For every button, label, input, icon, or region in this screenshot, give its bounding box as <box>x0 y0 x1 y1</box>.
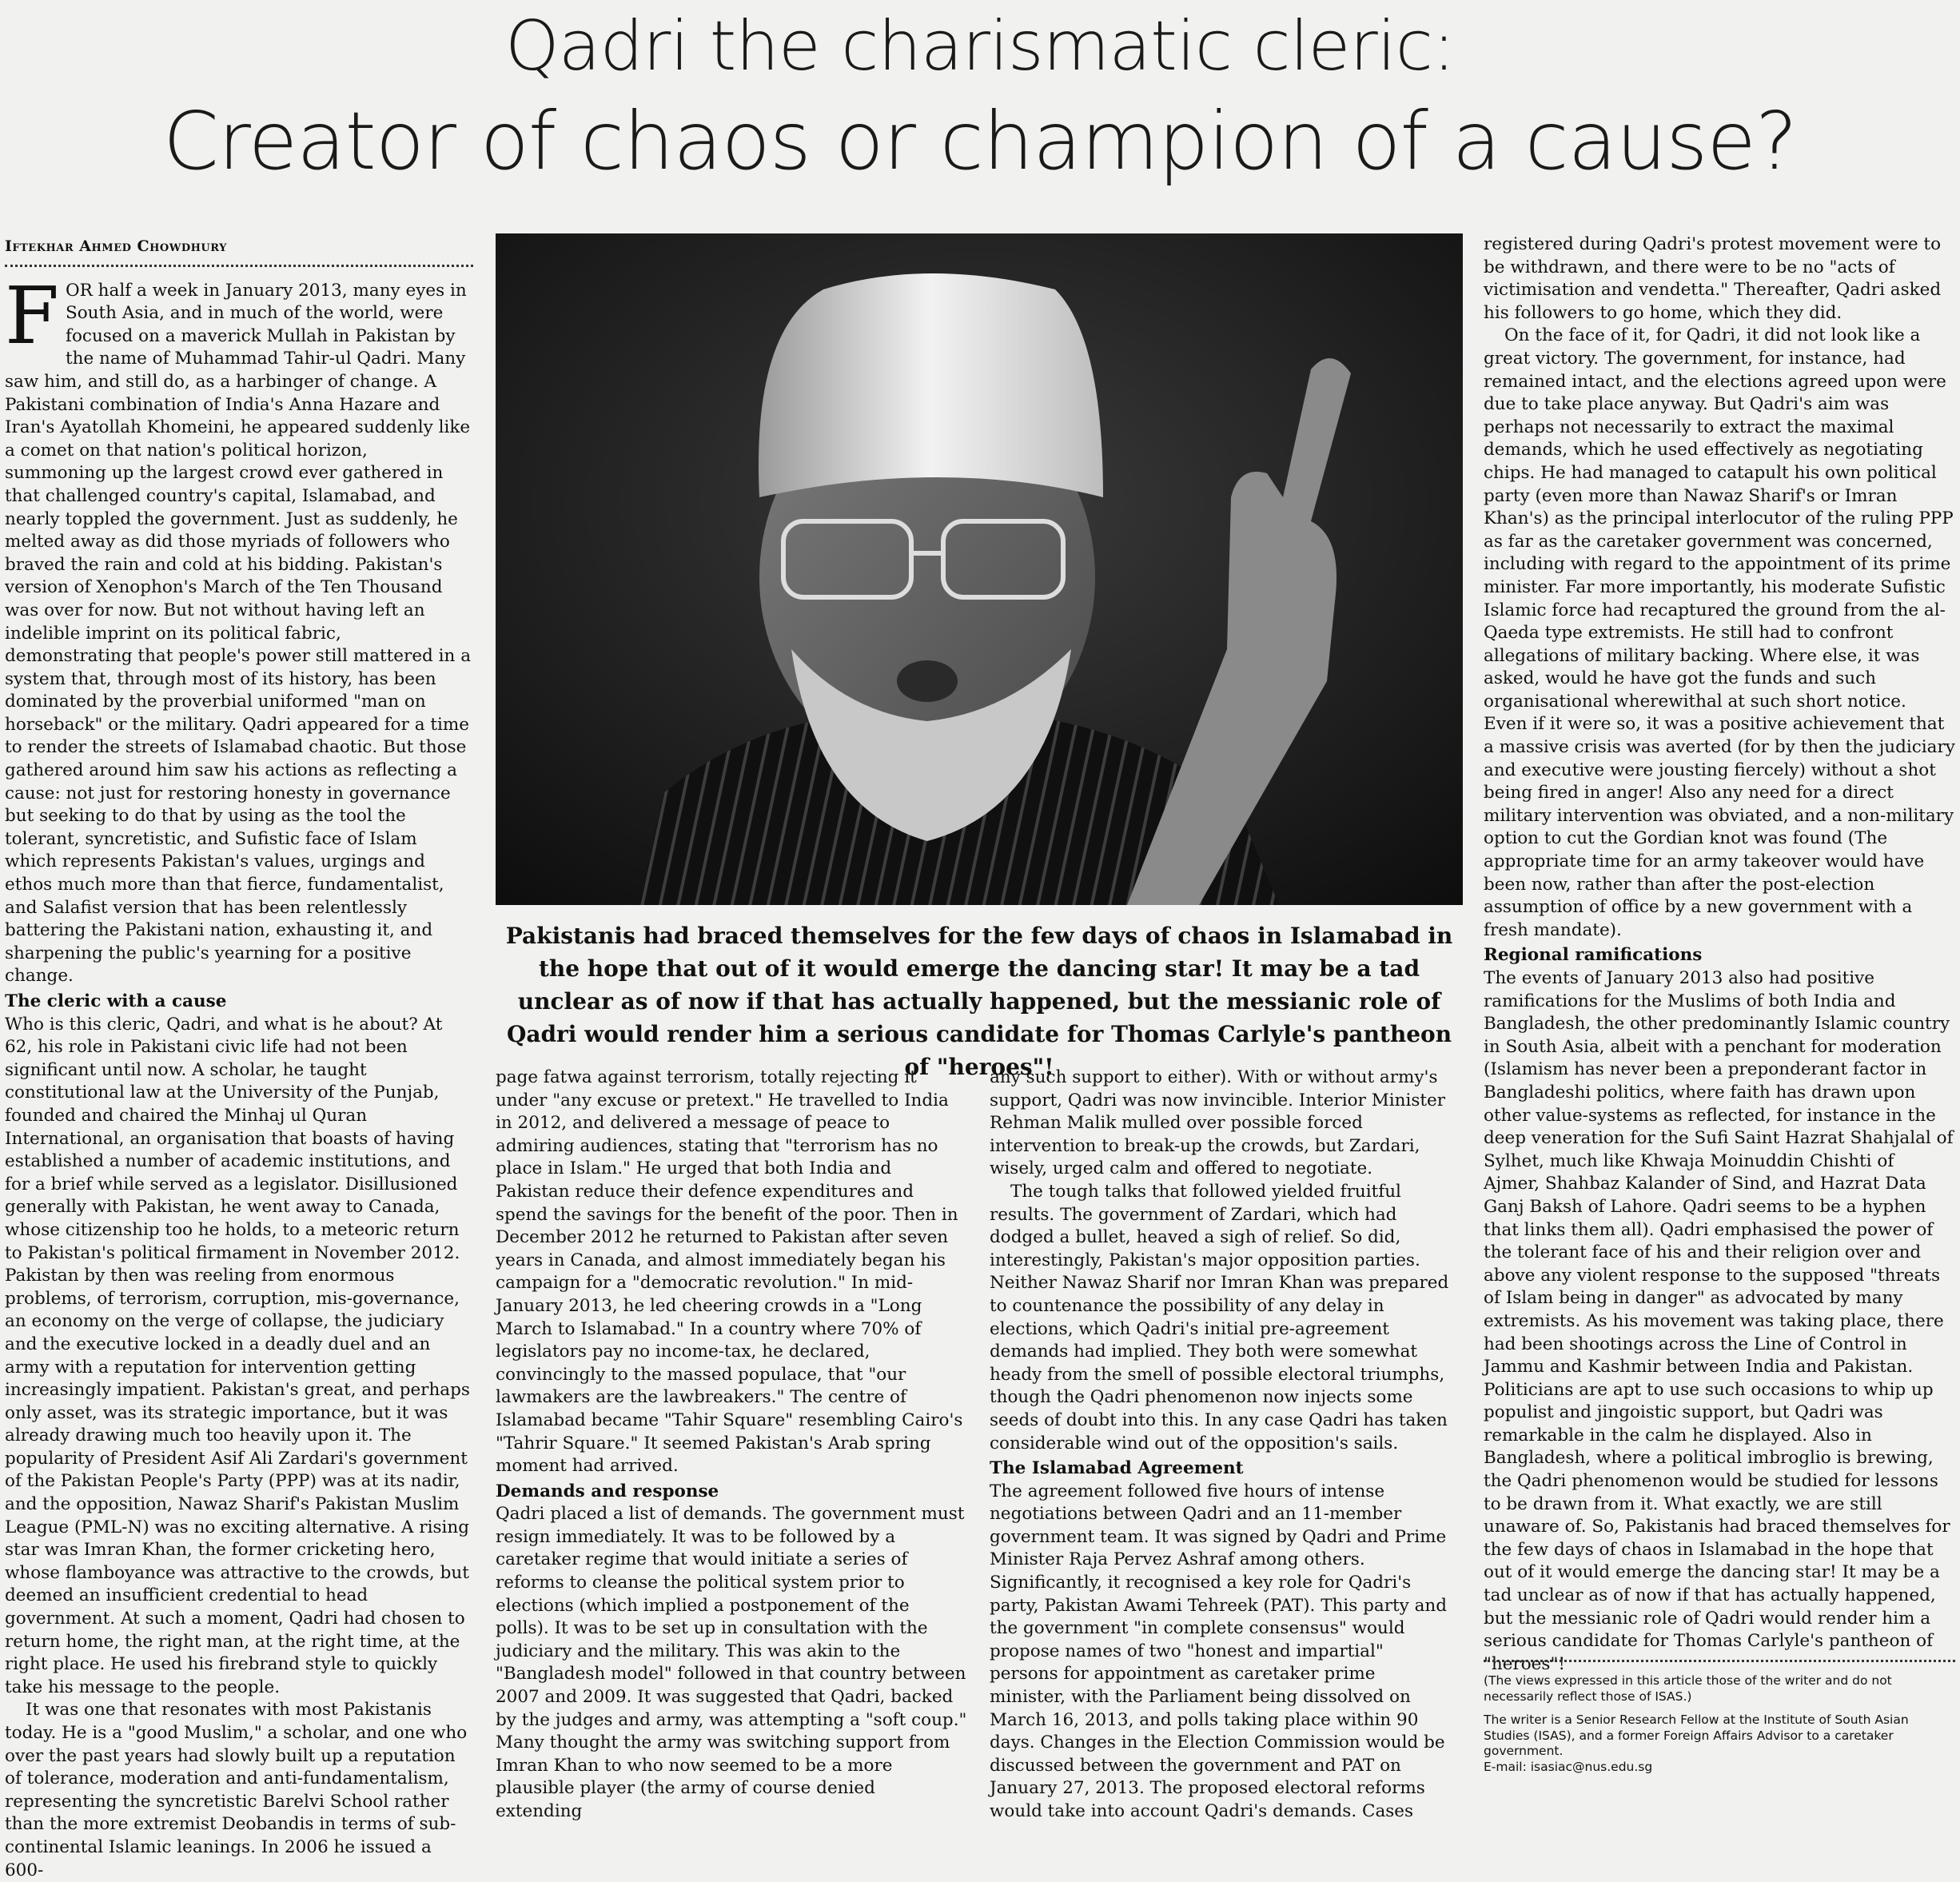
paragraph: registered during Qadri's protest movement were to be withdrawn, and there were to be no "acts of victimisation and vendetta." Thereafter, Qadri asked his followers to go home, which they did. <box>1484 234 1942 323</box>
paragraph: The tough talks that followed yielded fruitful results. The government of Zardari, which had dodged a bullet, heaved a sigh of relief. So did, interestingly, Pakistan's major opposition parties. Neither Nawaz Sharif nor Imran Khan was prepared to countenance the possibility of any delay in elections, which Qadri's initial pre-agreement demands had implied. They both were somewhat heady from the smell of possible electoral triumphs, though the Qadri phenomenon now injects some seeds of doubt into this. In any case Qadri has taken considerable wind out of the opposition's sails. <box>990 1181 1449 1453</box>
paragraph: The events of January 2013 also had positive ramifications for the Muslims of both India and Bangladesh, the other predominantly Islamic country in South Asia, albeit with a penchant for moderation (Islamism has never been a preponderant factor in Bangladeshi politics, where faith has drawn upon other value-systems as reflected, for instance in the deep veneration for the Sufi Saint Hazrat Shahjalal of Sylhet, much like Khwaja Moinuddin Chishti of Ajmer, Shahbaz Kalander of Sind, and Hazrat Data Ganj Baksh of Lahore. Qadri seems to be a hyphen that links them all). Qadri emphasised the power of the tolerant face of his and their religion over and above any violent response to the supposed "threats of Islam being in danger" as advocated by many extremists. As his movement was taking place, there had been shootings across the Line of Control in Jammu and Kashmir between India and Pakistan. Politicians are apt to use such occasions to whip up populist and jingoistic support, but Qadri was remarkable in the calm he displayed. Also in Bangladesh, where a political imbroglio is brewing, the Qadri phenomenon would be studied for lessons to be drawn from it. What exactly, we are still unaware of. So, Pakistanis had braced themselves for the few days of chaos in Islamabad in the hope that out of it would emerge the dancing star! It may be a tad unclear as of now if that has actually happened, but the messianic role of Qadri would render him a serious candidate for Thomas Carlyle's pantheon of "heroes"! <box>1484 968 1954 1674</box>
paragraph: It was one that resonates with most Pakistanis today. He is a "good Muslim," a scholar, and one who over the past years had slowly built up a reputation of tolerance, moderation and anti-fundamentalism, representing the syncretistic Barelvi School rather than the more extremist Deobandis in terms of sub-continental Islamic leanings. In 2006 he issued a 600- <box>5 1700 468 1880</box>
subheading: The Islamabad Agreement <box>990 1458 1244 1479</box>
portrait-photo <box>496 233 1463 905</box>
drop-cap: F <box>5 270 59 362</box>
paragraph: OR half a week in January 2013, many eyes in South Asia, and in much of the world, were focused on a maverick Mullah in Pakistan by the name of Muhammad Tahir-ul Qadri. Many saw him, and still do, as a harbinger of change. A Pakistani combination of India's Anna Hazare and Iran's Ayatollah Khomeini, he appeared suddenly like a comet on that nation's political horizon, summoning up the largest crowd ever gathered in that challenged country's capital, Islamabad, and nearly toppled the government. Just as suddenly, he melted away as did those myriads of followers who braved the rain and cold at his bidding. Pakistan's version of Xenophon's March of the Ten Thousand was over for now. But not without having left an indelible imprint on its political fabric, demonstrating that people's power still mattered in a system that, through most of its history, has been dominated by the proverbial uniformed "man on horseback" or the military. Qadri appeared for a time to render the streets of Islamabad chaotic. But those gathered around him saw his actions as reflecting a cause: not just for restoring honesty in governance but seeking to do that by using as the tool the tolerant, syncretistic, and Sufistic face of Islam which represents Pakistan's values, urgings and ethos much more than that fierce, fundamentalist, and Salafist version that has been relentlessly battering the Pakistani nation, exhausting it, and sharpening the public's yearning for a positive change. <box>5 280 472 987</box>
article-column-2 <box>496 1067 967 1821</box>
article-column-4 <box>1484 233 1955 1674</box>
paragraph: Who is this cleric, Qadri, and what is he about? At 62, his role in Pakistani civic life had not been significant until now. A scholar, he taught constitutional law at the University of the Punjab, founded and chaired the Minhaj ul Quran International, an organisation that boasts of having established a number of academic institutions, and for a brief while served as a legislator. Disillusioned generally with Pakistan, he went away to Canada, whose citizenship too he holds, to a meteoric return to Pakistan's political firmament in November 2012. Pakistan by then was reeling from enormous problems, of terrorism, corruption, mis-governance, an economy on the verge of collapse, the judiciary and the executive locked in a deadly duel and an army with a reputation for intervention getting increasingly impatient. Pakistan's great, and perhaps only asset, was its strategic importance, but it was already drawing much too heavily upon it. The popularity of President Asif Ali Zardari's government of the Pakistan People's Party (PPP) was at its nadir, and the opposition, Nawaz Sharif's Pakistan Muslim League (PML-N) was no exciting alternative. A rising star was Imran Khan, the former cricketing hero, whose flamboyance was attractive to the crowds, but deemed an insufficient credential to head government. At such a moment, Qadri had chosen to return home, the right man, at the right time, at the right place. He used his firebrand style to quickly take his message to the people. <box>5 1014 470 1697</box>
subheading: Demands and response <box>496 1481 719 1501</box>
article-column-3 <box>990 1067 1456 1821</box>
byline: Iftekhar Ahmed Chowdhury <box>5 235 473 267</box>
paragraph: On the face of it, for Qadri, it did not look like a great victory. The government, for instance, had remained intact, and the elections agreed upon were due to take place anyway. But Qadri's aim was perhaps not necessarily to extract the maximal demands, which he used effectively as negotiating chips. He had managed to catapult his own political party (even more than Nawaz Sharif's or Imran Khan's) as the principal interlocutor of the ruling PPP as far as the caretaker government was concerned, including with regard to the appointment of its prime minister. Far more importantly, his moderate Sufistic Islamic force had recaptured the ground from the al-Qaeda type extremists. He still had to confront allegations of military backing. Where else, it was asked, would he have got the funds and such organisational wherewithal at such short notice. Even if it were so, it was a positive achievement that a massive crisis was averted (for by then the judiciary and executive were jousting fiercely) without a shot being fired in anger! Also any need for a direct military intervention was obviated, and a non-military option to cut the Gordian knot was found (The appropriate time for an army takeover would have been now, rather than after the post-election assumption of office by a new government with a fresh mandate). <box>1484 325 1955 940</box>
headline-line-2: Creator of chaos or champion of a cause? <box>162 94 1798 188</box>
disclaimer-note: (The views expressed in this article those of the writer and do not necessarily reflect those of ISAS.) <box>1484 1673 1892 1704</box>
paragraph: page fatwa against terrorism, totally rejecting it under "any excuse or pretext." He travelled to India in 2012, and delivered a message of peace to admiring audiences, stating that "terrorism has no place in Islam." He urged that both India and Pakistan reduce their defence expenditures and spend the savings for the benefit of the poor. Then in December 2012 he returned to Pakistan after seven years in Canada, and almost immediately began his campaign for a "democratic revolution." In mid-January 2013, he led cheering crowds in a "Long March to Islamabad." In a country where 70% of legislators pay no income-tax, he declared, convincingly to the massed populace, that "our lawmakers are the lawbreakers." The centre of Islamabad became "Tahir Square" resembling Cairo's "Tahrir Square." It seemed Pakistan's Arab spring moment had arrived. <box>496 1067 963 1477</box>
article-column-1 <box>5 235 473 1880</box>
portrait-photo-icon <box>496 233 1463 905</box>
paragraph: Qadri placed a list of demands. The government must resign immediately. It was to be followed by a caretaker regime that would initiate a series of reforms to cleanse the political system prior to elections (which implied a postponement of the polls). It was to be set up in consultation with the judiciary and the military. This was akin to the "Bangladesh model" followed in that country between 2007 and 2009. It was suggested that Qadri, backed by the judges and army, was attempting a "soft coup." Many thought the army was switching support from Imran Khan to who now seemed to be a more plausible player (the army of course denied extending <box>496 1504 967 1821</box>
author-notes <box>1484 1660 1955 1783</box>
paragraph: The agreement followed five hours of intense negotiations between Qadri and an 11-member government team. It was signed by Qadri and Prime Minister Raja Pervez Ashraf among others. Significantly, it recognised a key role for Qadri's party, Pakistan Awami Tehreek (PAT). This party and the government "in complete consensus" would propose names of two "honest and impartial" persons for appointment as caretaker prime minister, with the Parliament being dissolved on March 16, 2013, and polls taking place within 90 days. Changes in the Election Commission would be discussed between the government and PAT on January 27, 2013. The proposed electoral reforms would take into account Qadri's demands. Cases <box>990 1481 1448 1821</box>
headline-line-1: Qadri the charismatic cleric: <box>505 6 1455 86</box>
pull-quote: Pakistanis had braced themselves for the few days of chaos in Islamabad in the hope that out of it would emerge the dancing star! It may be a tad unclear as of now if that has actually happened, but the messianic role of Qadri would render him a serious candidate for Thomas Carlyle's pantheon of "heroes"! <box>505 923 1453 1080</box>
paragraph: any such support to either). With or without army's support, Qadri was now invincible. Interior Minister Rehman Malik mulled over possible forced intervention to break-up the crowds, but Zardari, wisely, urged calm and offered to negotiate. <box>990 1067 1445 1179</box>
author-note: The writer is a Senior Research Fellow at the Institute of South Asian Studies (ISAS), and a former Foreign Affairs Advisor to a caretaker government. <box>1484 1713 1909 1758</box>
author-email: E-mail: isasiac@nus.edu.sg <box>1484 1759 1653 1774</box>
subheading: Regional ramifications <box>1484 945 1703 966</box>
subheading: The cleric with a cause <box>5 991 227 1011</box>
